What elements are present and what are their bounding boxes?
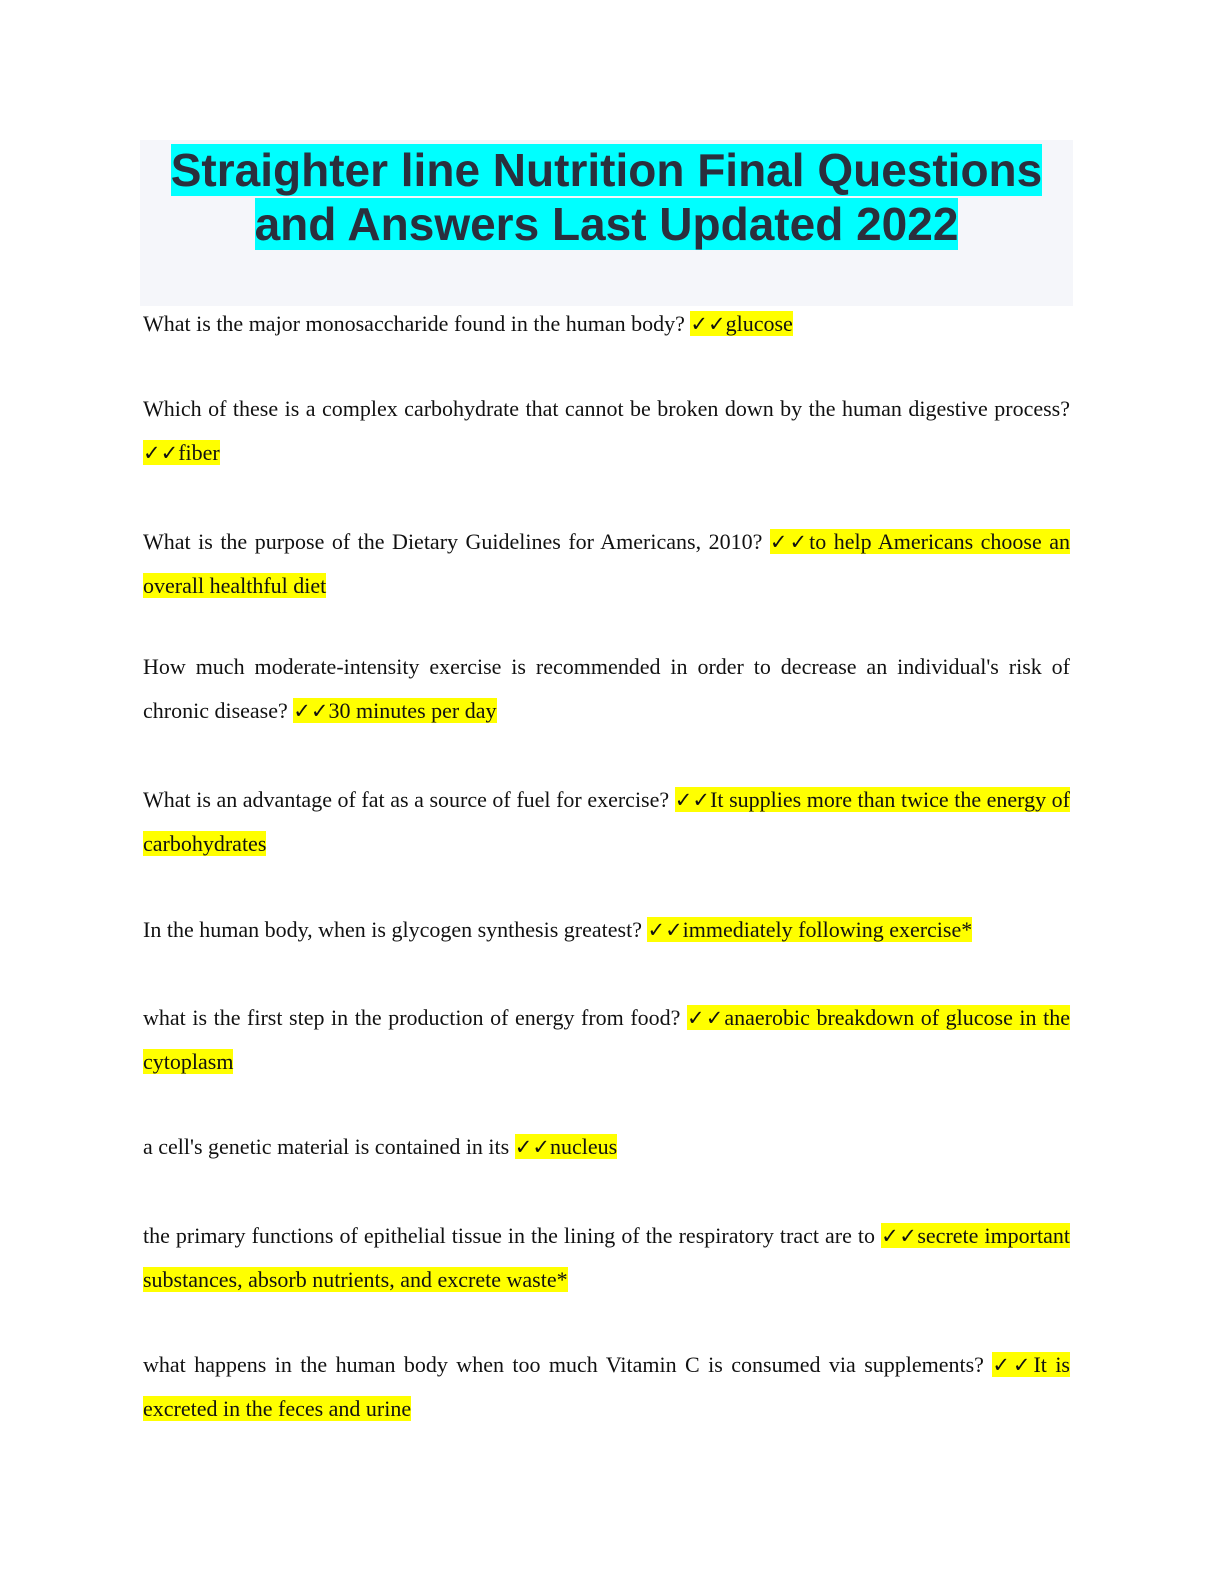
answer-text: glucose — [725, 311, 793, 336]
answer-highlight — [515, 1134, 617, 1159]
qa-item-1 — [143, 302, 1070, 346]
question-text: the primary functions of epithelial tissue in the lining of the respiratory tract are to — [143, 1223, 876, 1248]
answer-text: It is excreted in the feces and urine — [143, 1352, 1070, 1421]
question-text: How much moderate-intensity exercise is recommended in order to decrease an individual's risk of chronic disease? — [143, 654, 1070, 723]
double-check-icon: ✓✓ — [690, 312, 726, 336]
qa-item-7 — [143, 996, 1070, 1084]
qa-item-10 — [143, 1343, 1070, 1431]
double-check-icon: ✓✓ — [992, 1353, 1034, 1377]
answer-highlight — [143, 440, 220, 465]
qa-item-6 — [143, 908, 1070, 952]
question-text: In the human body, when is glycogen synthesis greatest? — [143, 917, 642, 942]
question-text: Which of these is a complex carbohydrate that cannot be broken down by the human digestive process? — [143, 396, 1070, 421]
answer-text: to help Americans choose an overall healthful diet — [143, 529, 1071, 598]
answer-highlight — [690, 311, 792, 336]
qa-item-4 — [143, 645, 1070, 733]
question-text: What is the purpose of the Dietary Guidelines for Americans, 2010? — [143, 529, 763, 554]
title-line-1: Straighter line Nutrition Final Questions — [170, 144, 1043, 196]
qa-item-3 — [143, 520, 1070, 608]
double-check-icon: ✓✓ — [881, 1224, 918, 1248]
question-text: what is the first step in the production of energy from food? — [143, 1005, 681, 1030]
double-check-icon: ✓✓ — [687, 1006, 725, 1030]
answer-text: nucleus — [549, 1134, 618, 1159]
document-title — [140, 140, 1073, 251]
answer-text: 30 minutes per day — [328, 698, 497, 723]
answer-text: anaerobic breakdown of glucose in the cytoplasm — [143, 1005, 1070, 1074]
question-text: a cell's genetic material is contained in its — [143, 1134, 510, 1159]
double-check-icon: ✓✓ — [647, 918, 683, 942]
double-check-icon: ✓✓ — [514, 1135, 550, 1159]
double-check-icon: ✓✓ — [769, 530, 810, 554]
answer-text: fiber — [178, 440, 220, 465]
answer-text: immediately following exercise* — [682, 917, 973, 942]
double-check-icon: ✓✓ — [293, 699, 329, 723]
answer-text: secrete important substances, absorb nutrients, and excrete waste* — [143, 1223, 1070, 1292]
question-text: What is an advantage of fat as a source of fuel for exercise? — [143, 787, 670, 812]
answer-highlight — [647, 917, 972, 942]
answer-text: It supplies more than twice the energy of carbohydrates — [143, 787, 1071, 856]
question-text: what happens in the human body when too much Vitamin C is consumed via supplements? — [143, 1352, 984, 1377]
double-check-icon: ✓✓ — [674, 788, 711, 812]
qa-item-2 — [143, 387, 1070, 475]
qa-item-9 — [143, 1214, 1070, 1302]
qa-item-5 — [143, 778, 1070, 866]
answer-highlight — [293, 698, 496, 723]
double-check-icon: ✓✓ — [143, 441, 179, 465]
title-block — [140, 140, 1073, 306]
question-text: What is the major monosaccharide found in the human body? — [143, 311, 685, 336]
qa-item-8 — [143, 1125, 1070, 1169]
title-line-2: and Answers Last Updated 2022 — [254, 198, 959, 250]
